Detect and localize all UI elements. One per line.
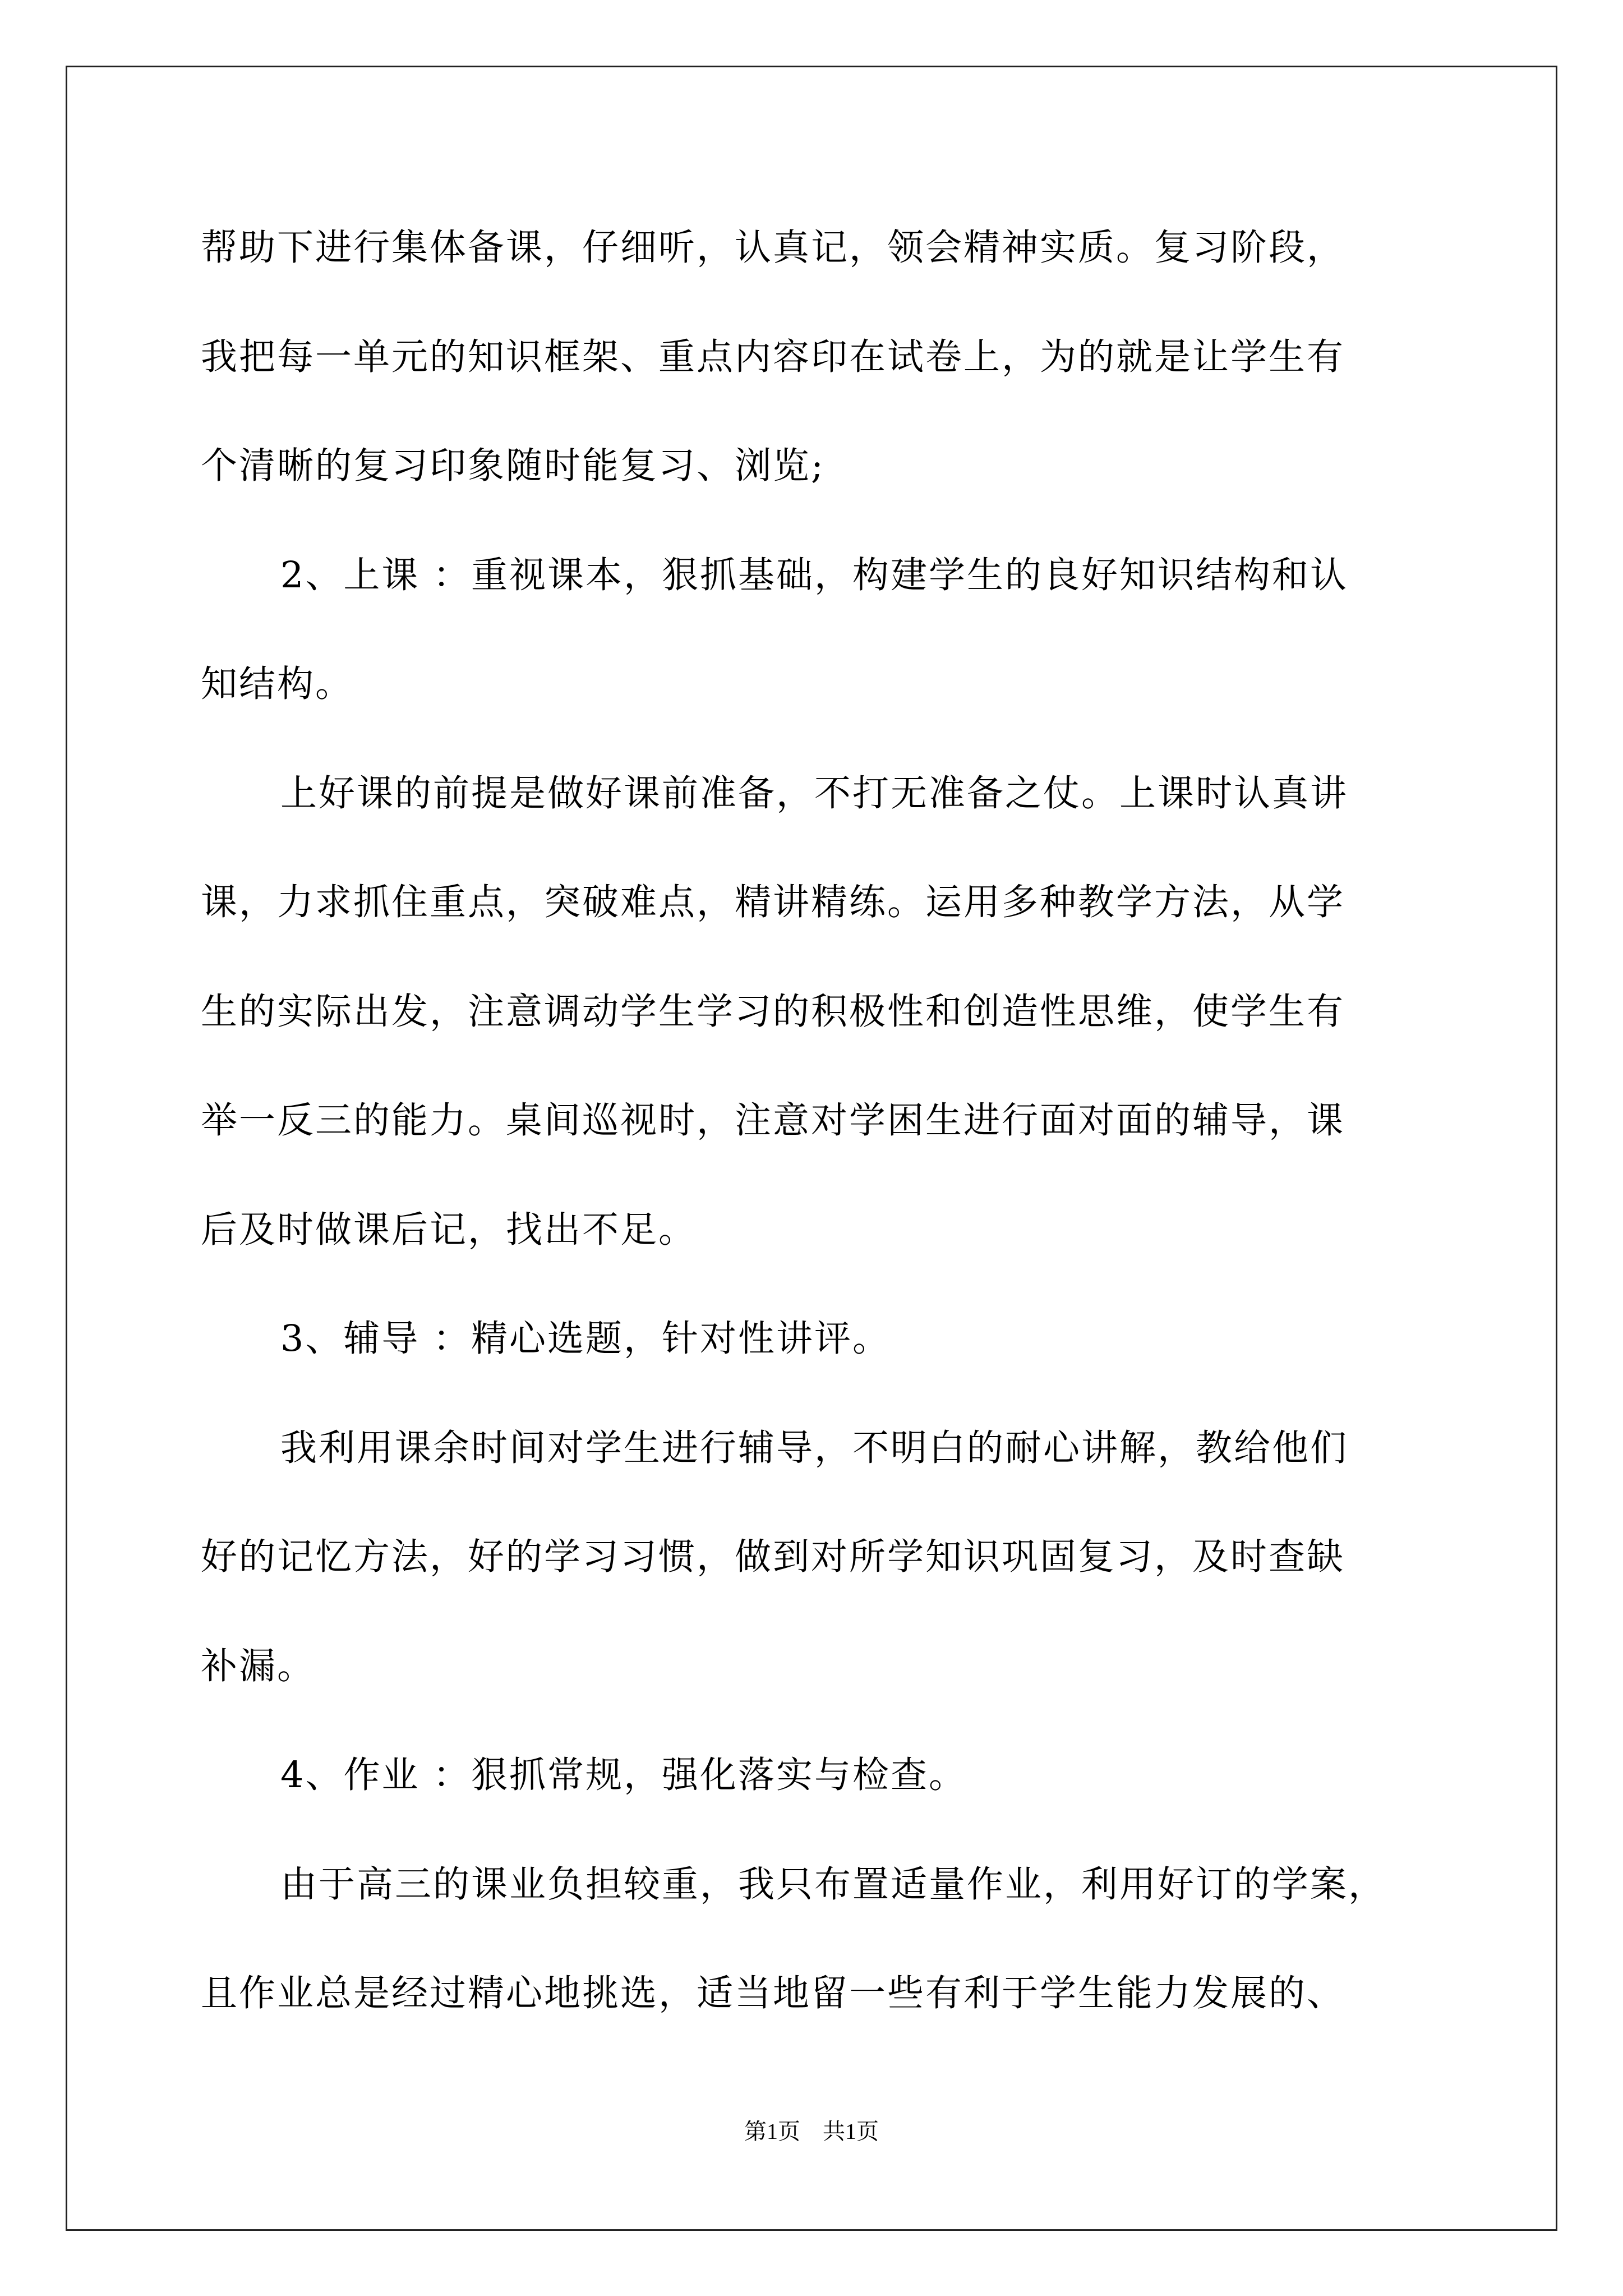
paragraph-start-line: 上好课的前提是做好课前准备，不打无准备之仗。上课时认真讲 [280, 772, 1349, 815]
paragraph-start-line: 我利用课余时间对学生进行辅导，不明白的耐心讲解，教给他们 [280, 1427, 1349, 1469]
text-line: 且作业总是经过精心地挑选，适当地留一些有利于学生能力发展的、 [201, 1972, 1345, 2014]
text-line: 生的实际出发，注意调动学生学习的积极性和创造性思维，使学生有 [201, 990, 1345, 1033]
text-line: 举一反三的能力。桌间巡视时，注意对学困生进行面对面的辅导，课 [201, 1099, 1345, 1142]
section-heading-line: 3、辅导 ：精心选题，针对性讲评。 [280, 1318, 891, 1360]
text-line: 课，力求抓住重点，突破难点，精讲精练。运用多种教学方法，从学 [201, 881, 1345, 923]
text-line: 后及时做课后记，找出不足。 [201, 1208, 697, 1251]
text-line: 好的记忆方法，好的学习习惯，做到对所学知识巩固复习，及时查缺 [201, 1536, 1345, 1578]
text-line: 补漏。 [201, 1645, 316, 1687]
section-heading-line: 2、上课 ：重视课本，狠抓基础，构建学生的良好知识结构和认 [280, 554, 1349, 596]
text-line: 帮助下进行集体备课，仔细听，认真记，领会精神实质。复习阶段， [201, 227, 1345, 269]
paragraph-start-line: 由于高三的课业负担较重，我只布置适量作业，利用好订的学案， [280, 1863, 1387, 1906]
section-heading-line: 4、作业 ：狠抓常规，强化落实与检查。 [280, 1754, 967, 1796]
text-line: 个清晰的复习印象随时能复习、浏览; [201, 445, 825, 487]
document-body [201, 194, 1438, 2049]
text-line: 我把每一单元的知识框架、重点内容印在试卷上，为的就是让学生有 [201, 335, 1345, 378]
text-line: 知结构。 [201, 663, 354, 705]
page-number-footer: 第1页 共1页 [744, 2119, 879, 2144]
